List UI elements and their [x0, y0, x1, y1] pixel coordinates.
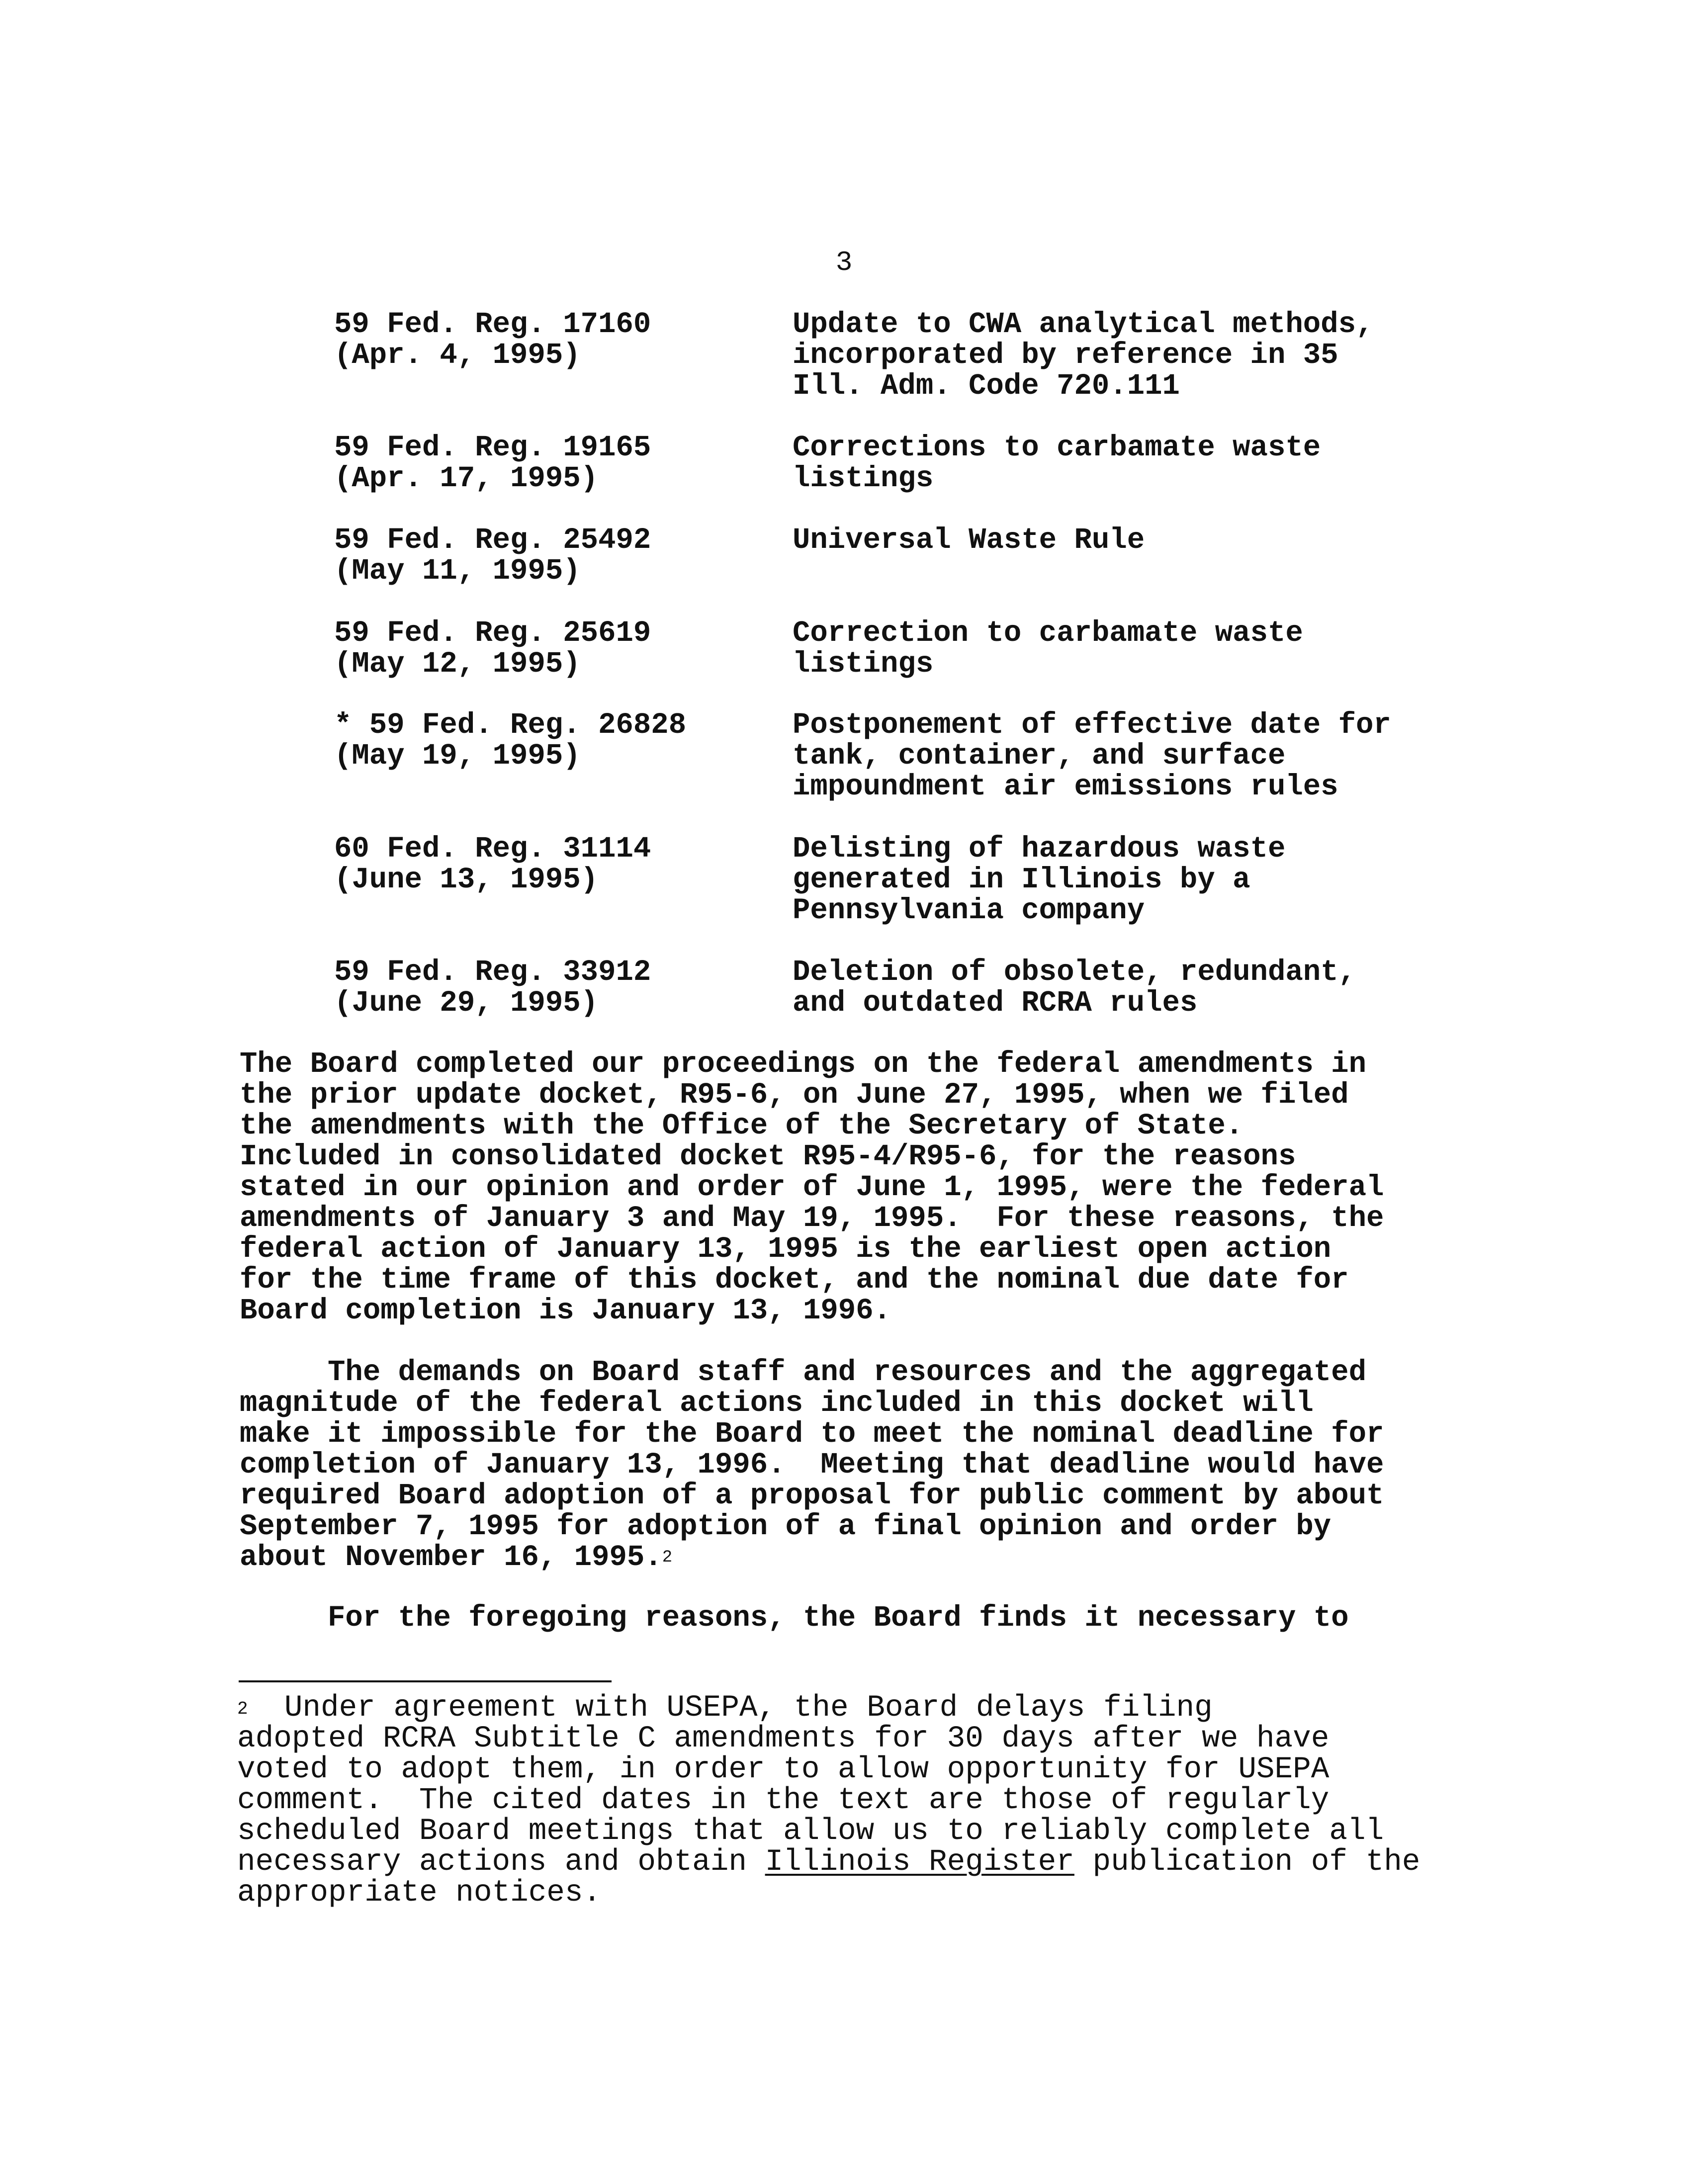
footnote	[237, 1693, 1460, 1909]
federal-action-description: Deletion of obsolete, redundant, and outdated RCRA rules	[793, 956, 1356, 1020]
footnote-text-end: publication of the appropriate notices.	[237, 1845, 1421, 1910]
footnote-marker: 2	[237, 1699, 248, 1719]
body-paragraph: The Board completed our proceedings on the federal amendments in the prior update docket, R95-6, on June 27, 1995, when we filed the amendments with the Office of the Secretary of State. Included in consolidated docket R95-4/R95-6, for the reasons stated in our opinion and order of June 1, 1995, were the federal amendments of January 3 and May 19, 1995. For these reasons, the federal action of January 13, 1995 is the earliest open action for the time frame of this docket, and the nominal due date for Board completion is January 13, 1996.	[240, 1048, 1384, 1327]
federal-action-description: Delisting of hazardous waste generated in Illinois by a Pennsylvania company	[793, 832, 1286, 927]
federal-action-description: Update to CWA analytical methods, incorporated by reference in 35 Ill. Adm. Code 720.111	[793, 308, 1374, 403]
federal-action-citation: 59 Fed. Reg. 25619 (May 12, 1995)	[334, 616, 651, 681]
footnote-text: Under agreement with USEPA, the Board delays filing adopted RCRA Subtitle C amendments for 30 days after we have voted to adopt them, in order to allow opportunity for USEPA comment. The cited dates in the text are those of regularly scheduled Board meetings that allow us to reliably complete all necessary actions and obtain	[237, 1691, 1384, 1879]
federal-action-citation: 59 Fed. Reg. 25492 (May 11, 1995)	[334, 524, 651, 588]
footnote-publication-title: Illinois Register	[765, 1845, 1074, 1879]
federal-action-citation: 60 Fed. Reg. 31114 (June 13, 1995)	[334, 832, 651, 896]
federal-action-description: Corrections to carbamate waste listings	[793, 431, 1321, 495]
body-paragraph: For the foregoing reasons, the Board finds it necessary to	[240, 1601, 1349, 1635]
body-paragraph-text: The demands on Board staff and resources and the aggregated magnitude of the federal actions included in this docket will make it impossible for the Board to meet the nominal deadline for completion of January 13, 1996. Meeting that deadline would have required Board adoption of a proposal for public comment by about September 7, 1995 for adoption of a final opinion and order by about November 16, 1995.	[240, 1356, 1384, 1574]
federal-action-citation: * 59 Fed. Reg. 26828 (May 19, 1995)	[334, 708, 687, 773]
federal-action-citation: 59 Fed. Reg. 33912 (June 29, 1995)	[334, 956, 651, 1020]
body-paragraph	[240, 1357, 1453, 1573]
federal-action-description: Postponement of effective date for tank, container, and surface impoundment air emissions rules	[793, 708, 1391, 803]
federal-action-description: Universal Waste Rule	[793, 524, 1145, 557]
footnote-divider	[239, 1680, 612, 1682]
footnote-reference: 2	[662, 1548, 673, 1567]
federal-action-description: Correction to carbamate waste listings	[793, 616, 1303, 681]
page-number: 3	[835, 247, 853, 278]
federal-action-citation: 59 Fed. Reg. 19165 (Apr. 17, 1995)	[334, 431, 651, 495]
federal-action-citation: 59 Fed. Reg. 17160 (Apr. 4, 1995)	[334, 308, 651, 372]
